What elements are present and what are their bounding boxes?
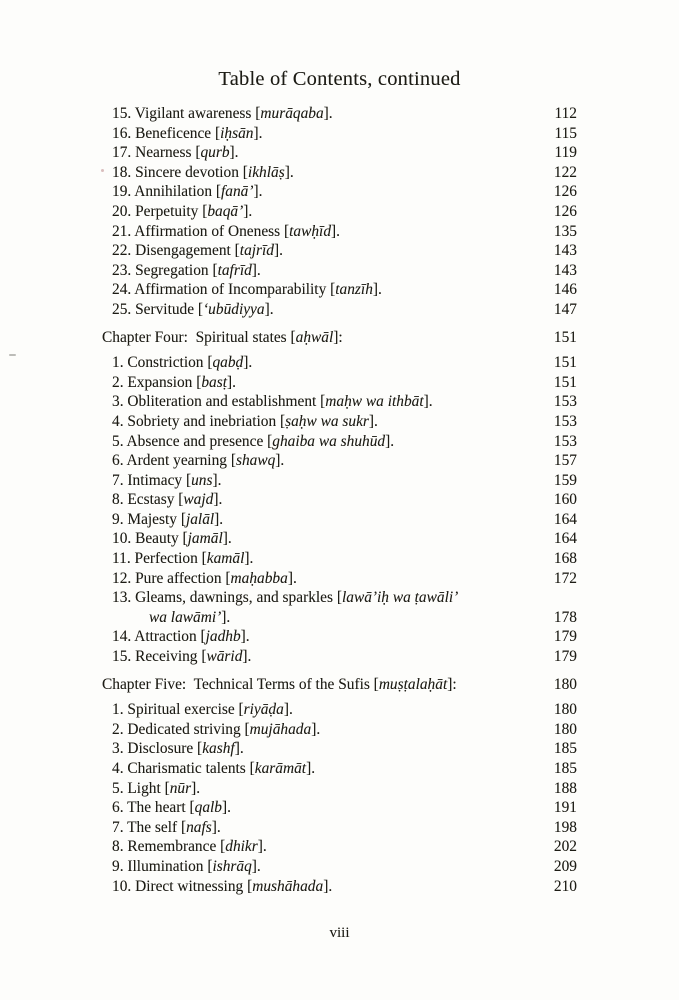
arabic-term: qalb [194,799,222,817]
page-number: 202 [553,838,577,856]
arabic-term: kashf [202,740,235,758]
entry-text: 15. Receiving [wārid]. [112,648,252,666]
entry-text: 13. Gleams, dawnings, and sparkles [lawā’iḥ wa ṭawāli’ wa lawāmi’]. [112,589,459,626]
page-number: 160 [553,491,577,509]
page-number: 180 [553,675,577,693]
page-number: 164 [553,510,577,528]
page-number: 147 [553,300,577,318]
arabic-term: riyāḍa [243,701,284,719]
toc-entry [102,490,577,510]
toc-entry [102,392,577,412]
entry-text: 20. Perpetuity [baqā’]. [112,202,253,220]
entry-text: 5. Light [nūr]. [112,779,201,797]
arabic-term: mushāhada [252,877,324,895]
folio-page-number: viii [329,925,350,942]
entry-text: 4. Sobriety and inebriation [ṣaḥw wa sukr]. [112,412,378,430]
toc-entry [102,163,577,183]
entry-text: 18. Sincere devotion [ikhlāṣ]. [112,163,294,181]
arabic-term: nafs [186,818,212,836]
page-number: 191 [553,799,577,817]
page-number: 122 [553,163,577,181]
arabic-term: lawā’iḥ wa ṭawāli’ [341,589,459,607]
page-number: 153 [553,412,577,430]
arabic-term: tajrīd [239,242,275,260]
toc-entry [102,143,577,163]
scan-artifact-dash [9,354,16,356]
arabic-term: qurb [200,144,230,162]
toc-entry [102,124,577,144]
toc-entry [102,857,577,877]
entry-text: 17. Nearness [qurb]. [112,144,239,162]
entry-text: 1. Constriction [qabḍ]. [112,354,253,372]
arabic-term: jalāl [185,510,215,528]
page-number: 151 [553,328,577,346]
page-number: 180 [553,720,577,738]
page-number: 146 [553,281,577,299]
toc-entry [102,779,577,799]
entry-text: 23. Segregation [tafrīd]. [112,261,261,279]
entry-text: 25. Servitude [‘ubūdiyya]. [112,300,274,318]
entry-text: 22. Disengagement [tajrīd]. [112,242,283,260]
toc-entry [102,529,577,549]
toc-entry [102,300,577,320]
arabic-term: basṭ [201,373,227,391]
page-number: 179 [553,628,577,646]
entry-text: 3. Obliteration and establishment [maḥw wa ithbāt]. [112,393,433,411]
entry-text: 16. Beneficence [iḥsān]. [112,124,263,142]
page-number: 135 [553,222,577,240]
page-number: 112 [554,105,577,122]
page-number: 126 [553,183,577,201]
toc-entry [102,222,577,242]
toc-entry [102,451,577,471]
page-number: 179 [553,648,577,666]
arabic-term: nūr [169,779,192,797]
page-number: 180 [553,701,577,719]
scan-artifact-speck [101,169,104,172]
page-number: 151 [553,373,577,391]
entry-text: 9. Illumination [ishrāq]. [112,857,261,875]
toc-entry [102,588,577,627]
entry-text: Chapter Five: Technical Terms of the Sufis [muṣṭalaḥāt]: [102,675,457,693]
page-number: 126 [553,202,577,220]
toc-entry [102,549,577,569]
toc-entry [102,261,577,281]
entry-text: 11. Perfection [kamāl]. [112,550,254,568]
toc-entry [102,569,577,589]
arabic-term: maḥw wa ithbāt [325,393,424,411]
entry-text: 1. Spiritual exercise [riyāḍa]. [112,701,293,719]
page-number: 188 [553,779,577,797]
entry-text: 14. Attraction [jadhb]. [112,628,250,646]
page-number: 119 [554,144,577,162]
entry-text: 4. Charismatic talents [karāmāt]. [112,760,316,777]
arabic-term: maḥabba [230,569,288,587]
arabic-term: jamāl [187,530,223,548]
page-number: 209 [553,857,577,875]
page-number: 210 [553,877,577,895]
page-number: 172 [553,569,577,587]
toc-entry [102,647,577,667]
arabic-term: murāqaba [260,105,324,122]
entry-text: 8. Remembrance [dhikr]. [112,838,267,856]
entry-text: 12. Pure affection [maḥabba]. [112,569,297,587]
page-number: 143 [553,261,577,279]
toc-entry [102,627,577,647]
arabic-term: ‘ubūdiyya [203,300,265,318]
entry-text: 21. Affirmation of Oneness [tawḥīd]. [112,222,340,240]
entry-text: 6. Ardent yearning [shawq]. [112,452,285,470]
page-number: 164 [553,530,577,548]
page-number: 159 [553,471,577,489]
toc-entry [102,373,577,393]
page-number: 153 [553,432,577,450]
toc-entry [102,877,577,897]
arabic-term: karāmāt [254,760,307,777]
toc-entry [102,837,577,857]
chapter-heading [102,328,577,348]
toc-entry [102,241,577,261]
toc-entry [102,471,577,491]
arabic-term: tanzīh [335,281,373,299]
arabic-term: ṣaḥw wa sukr [285,412,369,430]
toc-entry [102,739,577,759]
toc-entry [102,353,577,373]
entry-text: 19. Annihilation [fanā’]. [112,183,263,201]
arabic-term: aḥwāl [295,328,334,346]
entry-text: 7. Intimacy [uns]. [112,471,222,489]
page-number: 185 [553,740,577,758]
entry-text: 9. Majesty [jalāl]. [112,510,224,528]
entry-text: 3. Disclosure [kashf]. [112,740,244,758]
arabic-term: iḥsān [220,124,254,142]
page-number: 198 [553,818,577,836]
arabic-term: ghaiba wa shuhūd [272,432,386,450]
toc-entry [102,202,577,222]
arabic-term: kamāl [206,550,245,568]
entry-text: 24. Affirmation of Incomparability [tanzīh]. [112,281,382,299]
arabic-term: jadhb [205,628,241,646]
arabic-term: wa lawāmi’ [149,608,222,626]
toc-entry [102,182,577,202]
arabic-term: baqā’ [207,202,244,220]
arabic-term: tawḥīd [289,222,332,240]
toc-entry [102,432,577,452]
toc-entry [102,700,577,720]
arabic-term: tafrīd [217,261,252,279]
entry-text: 7. The self [nafs]. [112,818,221,836]
entry-text: 2. Expansion [basṭ]. [112,373,236,391]
arabic-term: dhikr [225,838,258,856]
toc-entry [102,280,577,300]
entry-text: 8. Ecstasy [wajd]. [112,491,223,509]
page-number: 157 [553,452,577,470]
page-number: 153 [553,393,577,411]
chapter-heading [102,675,577,695]
arabic-term: mujāhada [249,720,312,738]
toc-entry [102,412,577,432]
toc-entry [102,798,577,818]
entry-text: Chapter Four: Spiritual states [aḥwāl]: [102,328,343,346]
entry-text: 15. Vigilant awareness [murāqaba]. [112,105,333,122]
entry-text: 10. Beauty [jamāl]. [112,530,232,548]
toc-entry [102,818,577,838]
page-number: 185 [553,760,577,777]
toc-entry [102,759,577,779]
page-number: 143 [553,242,577,260]
arabic-term: fanā’ [221,183,254,201]
page-number: 178 [553,608,577,626]
arabic-term: wajd [183,491,214,509]
arabic-term: uns [191,471,213,489]
toc-entry [102,104,577,124]
arabic-term: wārid [206,648,243,666]
arabic-term: muṣṭalaḥāt [378,675,448,693]
table-of-contents [102,104,577,896]
page-number: 168 [553,550,577,568]
entry-text: 2. Dedicated striving [mujāhada]. [112,720,321,738]
toc-entry [102,510,577,530]
arabic-term: ishrāq [212,857,252,875]
page-title: Table of Contents, continued [218,68,461,90]
page-number: 115 [554,124,577,142]
entry-text: 5. Absence and presence [ghaiba wa shuhūd]. [112,432,395,450]
entry-text: 6. The heart [qalb]. [112,799,231,817]
entry-text: 10. Direct witnessing [mushāhada]. [112,877,333,895]
arabic-term: ikhlāṣ [247,163,285,181]
page-number: 151 [553,354,577,372]
toc-entry [102,720,577,740]
arabic-term: shawq [235,452,276,470]
arabic-term: qabḍ [212,354,244,372]
